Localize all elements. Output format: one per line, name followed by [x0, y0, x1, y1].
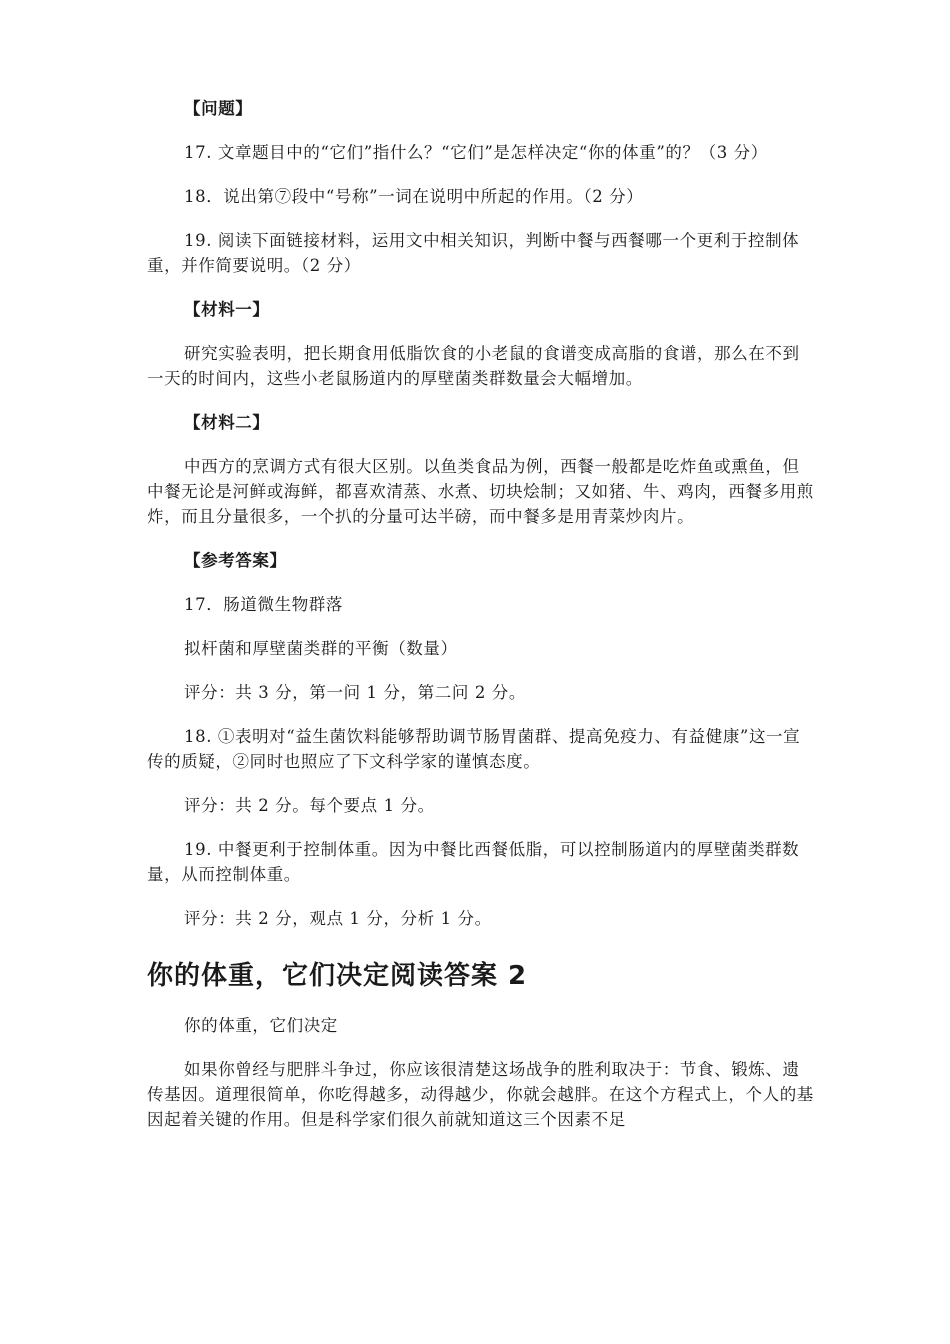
answer-17-line-1: 17．肠道微生物群落 [184, 595, 343, 614]
question-18: 18．说出第⑦段中“号称”一词在说明中所起的作用。（2 分） [184, 187, 644, 206]
material-2-header: 【材料二】 [184, 413, 270, 432]
answer-17-line-2: 拟杆菌和厚壁菌类群的平衡（数量） [184, 639, 458, 658]
document-content [147, 96, 815, 1132]
article-title: 你的体重，它们决定 [184, 1016, 338, 1035]
questions-header: 【问题】 [184, 99, 253, 118]
section-title: 你的体重，它们决定阅读答案 2 [147, 961, 528, 991]
material-2-text: 中西方的烹调方式有很大区别。以鱼类食品为例，西餐一般都是吃炸鱼或熏鱼，但中餐无论是河鲜或海鲜，都喜欢清蒸、水煮、切块烩制；又如猪、牛、鸡肉，西餐多用煎炸，而且分量很多，一个扒的分量可达半磅，而中餐多是用青菜炒肉片。 [147, 457, 814, 526]
material-1-header: 【材料一】 [184, 300, 270, 319]
answer-19-score: 评分：共 2 分，观点 1 分，分析 1 分。 [184, 909, 492, 928]
question-17: 17. 文章题目中的“它们”指什么？“它们”是怎样决定“你的体重”的？（3 分） [184, 143, 768, 162]
material-1-text: 研究实验表明，把长期食用低脂饮食的小老鼠的食谱变成高脂的食谱，那么在不到一天的时间内，这些小老鼠肠道内的厚壁菌类群数量会大幅增加。 [147, 344, 800, 388]
answers-header: 【参考答案】 [184, 551, 287, 570]
answer-19: 19. 中餐更利于控制体重。因为中餐比西餐低脂，可以控制肠道内的厚壁菌类群数量，从而控制体重。 [147, 840, 800, 884]
answer-18-score: 评分：共 2 分。每个要点 1 分。 [184, 796, 435, 815]
answer-18: 18. ①表明对“益生菌饮料能够帮助调节肠胃菌群、提高免疫力、有益健康”这一宣传的质疑，②同时也照应了下文科学家的谨慎态度。 [147, 727, 801, 771]
answer-17-score: 评分：共 3 分，第一问 1 分，第二问 2 分。 [184, 683, 526, 702]
question-19: 19. 阅读下面链接材料，运用文中相关知识，判断中餐与西餐哪一个更利于控制体重，并作简要说明。（2 分） [147, 231, 800, 275]
article-paragraph: 如果你曾经与肥胖斗争过，你应该很清楚这场战争的胜利取决于：节食、锻炼、遗传基因。道理很简单，你吃得越多，动得越少，你就会越胖。在这个方程式上，个人的基因起着关键的作用。但是科学家们很久前就知道这三个因素不足 [147, 1060, 814, 1129]
